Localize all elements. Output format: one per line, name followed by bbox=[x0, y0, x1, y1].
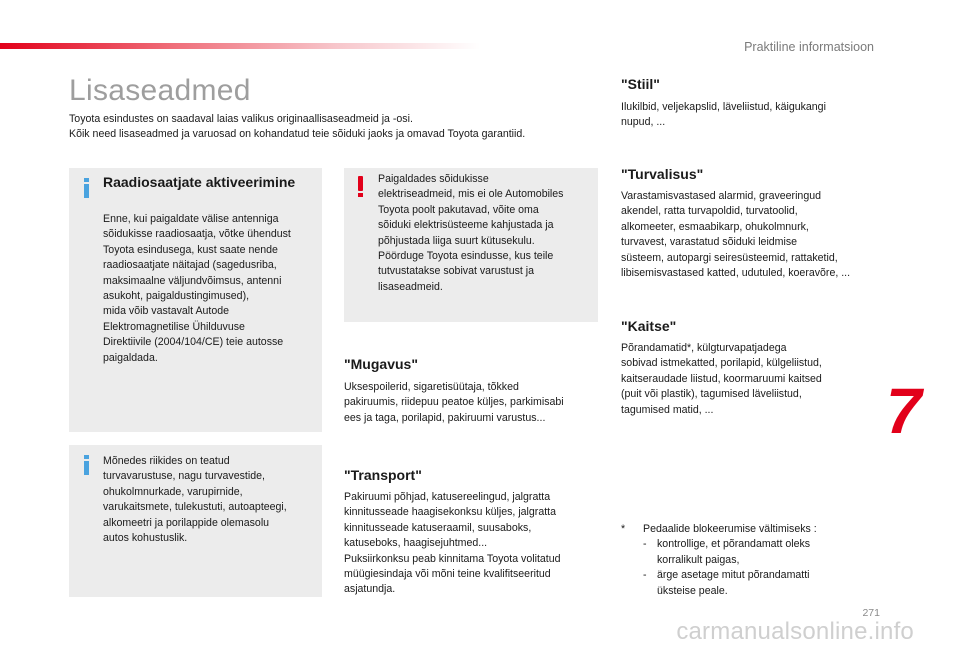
transport-text: Pakiruumi põhjad, katusereelingud, jalgratta kinnitusseade haagisekonksu küljes, jalgratta kinnitusseade katuseraamil, suusaboks, katuseboks, haagisejuhtmed... Puksiirkonksu peab kinnitama Toyota volitatud müügiesindaja või mõni teine kvalifitseeritud asjatundja. bbox=[344, 491, 561, 596]
intro-text bbox=[69, 112, 609, 142]
radio-box-text: Enne, kui paigaldate välise antenniga sõidukisse raadiosaatja, võtke ühendust Toyota esindusega, kust saate nende raadiosaatjate näitajad (sagedusriba, maksimaalne väljundvõimsus, antenni asukoht, paigaldustingimused), mida võib vastavalt Autode Elektromagnetilise Ühilduvuse Direktiivile (2004/104/CE) teie autosse paigaldada. bbox=[103, 213, 291, 364]
radio-info-box bbox=[69, 168, 322, 432]
section-title: Praktiline informatsioon bbox=[744, 40, 874, 54]
warning-box bbox=[344, 168, 598, 322]
turvalisus-text: Varastamisvastased alarmid, graveeringud akendel, ratta turvapoldid, turvatoolid, alkomeeter, esmaabikarp, ohukolmnurk, turvavest, varastatud sõiduki leidmise süsteem, autopargi seiresüsteemid, rattaketid, libisemisvastased katted, udutuled, koeravõre, ... bbox=[621, 190, 851, 280]
stiil-text: Ilukilbid, veljekapslid, läveliistud, käigukangi nupud, ... bbox=[621, 101, 826, 129]
footnote-item: - ärge asetage mitut põrandamatti üksteise peale. bbox=[643, 569, 810, 597]
footnote bbox=[621, 522, 861, 599]
intro-line-2: Kõik need lisaseadmed ja varuosad on kohandatud teie sõiduki jaoks ja omavad Toyota garantiid. bbox=[69, 128, 526, 140]
info-icon bbox=[81, 178, 92, 198]
radio-box-title: Raadiosaatjate aktiveerimine bbox=[103, 174, 296, 190]
footnote-star: * bbox=[621, 523, 626, 535]
turvalisus-heading: "Turvalisus" bbox=[621, 166, 704, 182]
stiil-heading: "Stiil" bbox=[621, 76, 660, 92]
safety-box-text: Mõnedes riikides on teatud turvavarustuse, nagu turvavestide, ohukolmnurkade, varupirnide, varukaitsmete, tulekustuti, autoapteegi, alkomeetri ja porilappide olemasolu autos kohustuslik. bbox=[103, 455, 287, 545]
warning-icon bbox=[356, 176, 364, 198]
warning-box-text: Paigaldades sõidukisse elektriseadmeid, mis ei ole Automobiles Toyota poolt pakutavad, võite oma sõiduki elektrisüsteeme kahjustada ja põhjustada liiga suurt kütusekulu. Pöörduge Toyota esindusse, kus teile tutvustatakse sobivat varustust ja lisaseadmeid. bbox=[378, 173, 564, 293]
intro-line-1: Toyota esindustes on saadaval laias valikus originaallisaseadmeid ja -osi. bbox=[69, 113, 413, 125]
page-number: 271 bbox=[862, 607, 880, 619]
kaitse-text: Põrandamatid*, külgturvapatjadega sobivad istmekatted, porilapid, külgeliistud, kaitseraudade liistud, koormaruumi kaitsed (puit või plastik), tagumised läveliistud, tagumised matid, ... bbox=[621, 342, 822, 416]
watermark: carmanualsonline.info bbox=[676, 618, 914, 645]
header-accent-bar bbox=[0, 43, 480, 49]
kaitse-heading: "Kaitse" bbox=[621, 318, 677, 334]
safety-equipment-box bbox=[69, 445, 322, 597]
mugavus-text: Uksespoilerid, sigaretisüütaja, tõkked pakiruumis, riidepuu peatoe küljes, parkimisabi ees ja taga, porilapid, pakiruumi varustus... bbox=[344, 381, 564, 424]
chapter-number: 7 bbox=[886, 375, 920, 447]
transport-heading: "Transport" bbox=[344, 467, 422, 483]
footnote-text: Pedaalide blokeerumise vältimiseks : bbox=[643, 523, 817, 535]
info-icon bbox=[81, 455, 92, 475]
page-title: Lisaseadmed bbox=[69, 74, 251, 107]
footnote-item: - kontrollige, et põrandamatt oleks korralikult paigas, bbox=[643, 538, 811, 566]
mugavus-heading: "Mugavus" bbox=[344, 356, 418, 372]
